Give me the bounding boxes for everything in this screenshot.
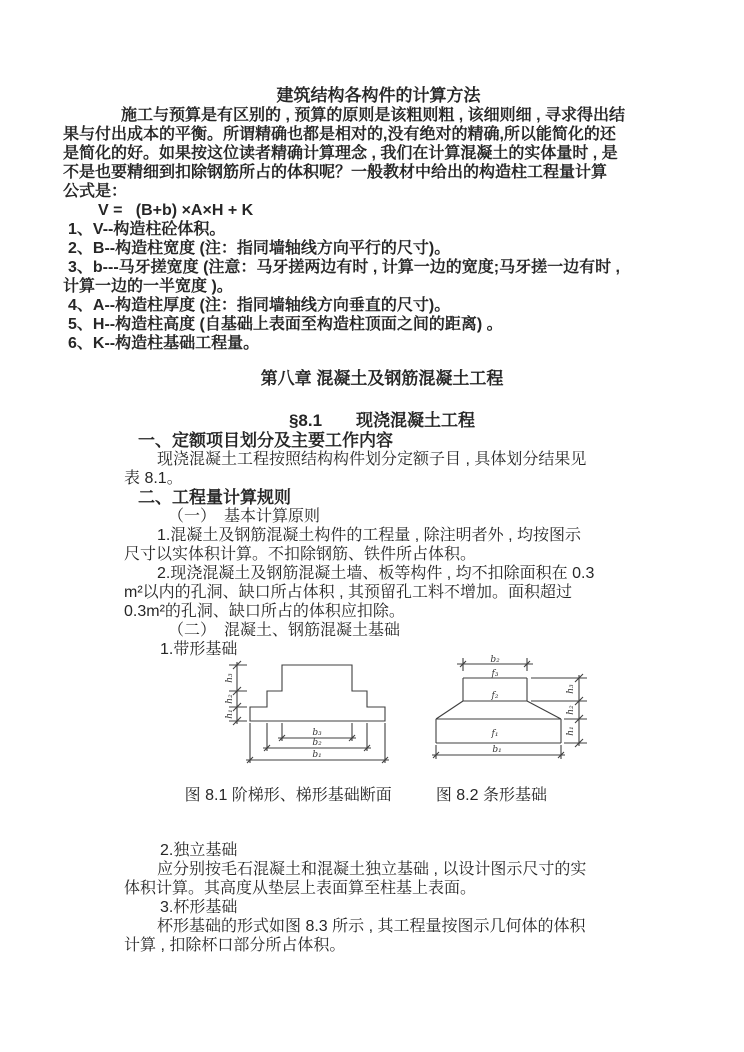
chapter-section: [124, 369, 670, 955]
list-item: 3、b---马牙搓宽度 (注意：马牙搓两边有时 , 计算一边的宽度;马牙搓一边有时 ,: [68, 259, 620, 276]
list-item: 5、H--构造柱高度 (自基础上表面至构造柱顶面之间的距离) 。: [68, 316, 503, 333]
body-line: 1.混凝土及钢筋混凝土构件的工程量 , 除注明者外 , 均按图示: [157, 527, 582, 544]
sub-item-heading: （二） 混凝土、钢筋混凝土基础: [168, 622, 401, 639]
body-line: 应分别按毛石混凝土和混凝土独立基础 , 以设计图示尺寸的实: [157, 861, 587, 878]
body-line: 体积计算。其高度从垫层上表面算至柱基上表面。: [124, 880, 477, 897]
dim-label-h3: h₃: [566, 684, 576, 694]
dim-label-b2: b₂: [490, 655, 500, 665]
list-item: 6、K--构造柱基础工程量。: [68, 335, 260, 352]
figure-captions: [158, 767, 670, 824]
figure-8-1-stepped-foundation: [224, 655, 409, 767]
list-item-wrap: 计算一边的一半宽度 )。: [63, 278, 233, 295]
dim-label-b3: b₃: [312, 728, 322, 738]
top-section: [0, 0, 744, 353]
intro-line: 是简化的好。如果按这位读者精确计算理念 , 我们在计算混凝土的实体量时 , 是: [63, 145, 618, 162]
dim-label-b2: b₂: [312, 738, 322, 748]
body-line: 0.3m²的孔洞、缺口所占的体积应扣除。: [124, 603, 405, 620]
body-line: 2.现浇混凝土及钢筋混凝土墙、板等构件 , 均不扣除面积在 0.3: [157, 565, 595, 582]
body-line: 杯形基础的形式如图 8.3 所示 , 其工程量按图示几何体的体积: [157, 918, 586, 935]
intro-line: 公式是：: [63, 183, 128, 200]
formula: V = (B+b) ×A×H + K: [98, 202, 254, 219]
subsection-heading-2: 二、工程量计算规则: [138, 488, 291, 507]
list-item: 2、B--构造柱宽度 (注：指同墙轴线方向平行的尺寸)。: [68, 240, 451, 257]
dim-label-b1: b₁: [312, 750, 322, 760]
intro-line: 果与付出成本的平衡。所谓精确也都是相对的,没有绝对的精确,所以能简化的还: [63, 126, 616, 143]
figure-row: [224, 655, 670, 767]
section-heading: §8.1 现浇混凝土工程: [288, 411, 476, 430]
body-line: 表 8.1。: [124, 470, 183, 487]
figure-8-2-strip-foundation: [423, 655, 598, 767]
body-line: 尺寸以实体积计算。不扣除钢筋、铁件所占体积。: [124, 546, 477, 563]
body-line: 现浇混凝土工程按照结构构件划分定额子目 , 具体划分结果见: [157, 451, 587, 468]
body-line: m²以内的孔洞、缺口所占体积 , 其预留孔工料不增加。面积超过: [124, 584, 572, 601]
subsection-heading-1: 一、定额项目划分及主要工作内容: [138, 431, 393, 450]
figure-8-2-caption: 图 8.2 条形基础: [435, 787, 547, 804]
list-item: 1、V--构造柱砼体积。: [68, 221, 226, 238]
dim-label-f3: f₃: [491, 669, 499, 679]
dim-label-h1: h₁: [566, 726, 576, 736]
body-line: 计算 , 扣除杯口部分所占体积。: [124, 937, 346, 954]
chapter-heading: 第八章 混凝土及钢筋混凝土工程: [260, 369, 504, 388]
document-title: 建筑结构各构件的计算方法: [276, 86, 481, 105]
dim-label-f1: f₁: [491, 729, 499, 739]
body-line: 1.带形基础: [160, 641, 238, 658]
dim-label-b1: b₁: [492, 745, 502, 755]
figure-8-1-caption: 图 8.1 阶梯形、梯形基础断面: [184, 787, 392, 804]
dim-label-f2: f₂: [491, 691, 499, 701]
dim-label-h3: h₃: [225, 673, 235, 683]
sub-item-heading: （一） 基本计算原则: [168, 508, 321, 525]
dim-label-h1: h₁: [225, 709, 235, 719]
body-line: 2.独立基础: [160, 842, 238, 859]
intro-line: 不是也要精细到扣除钢筋所占的体积呢？一般教材中给出的构造柱工程量计算: [63, 164, 608, 181]
body-line: 3.杯形基础: [160, 899, 238, 916]
dim-label-h2: h₂: [566, 705, 576, 715]
dim-label-h2: h₂: [225, 694, 235, 704]
intro-line: 施工与预算是有区别的 , 预算的原则是该粗则粗 , 该细则细 , 寻求得出结: [121, 107, 626, 124]
stepped-foundation-outline: [250, 665, 385, 721]
list-item: 4、A--构造柱厚度 (注：指同墙轴线方向垂直的尺寸)。: [68, 297, 451, 314]
